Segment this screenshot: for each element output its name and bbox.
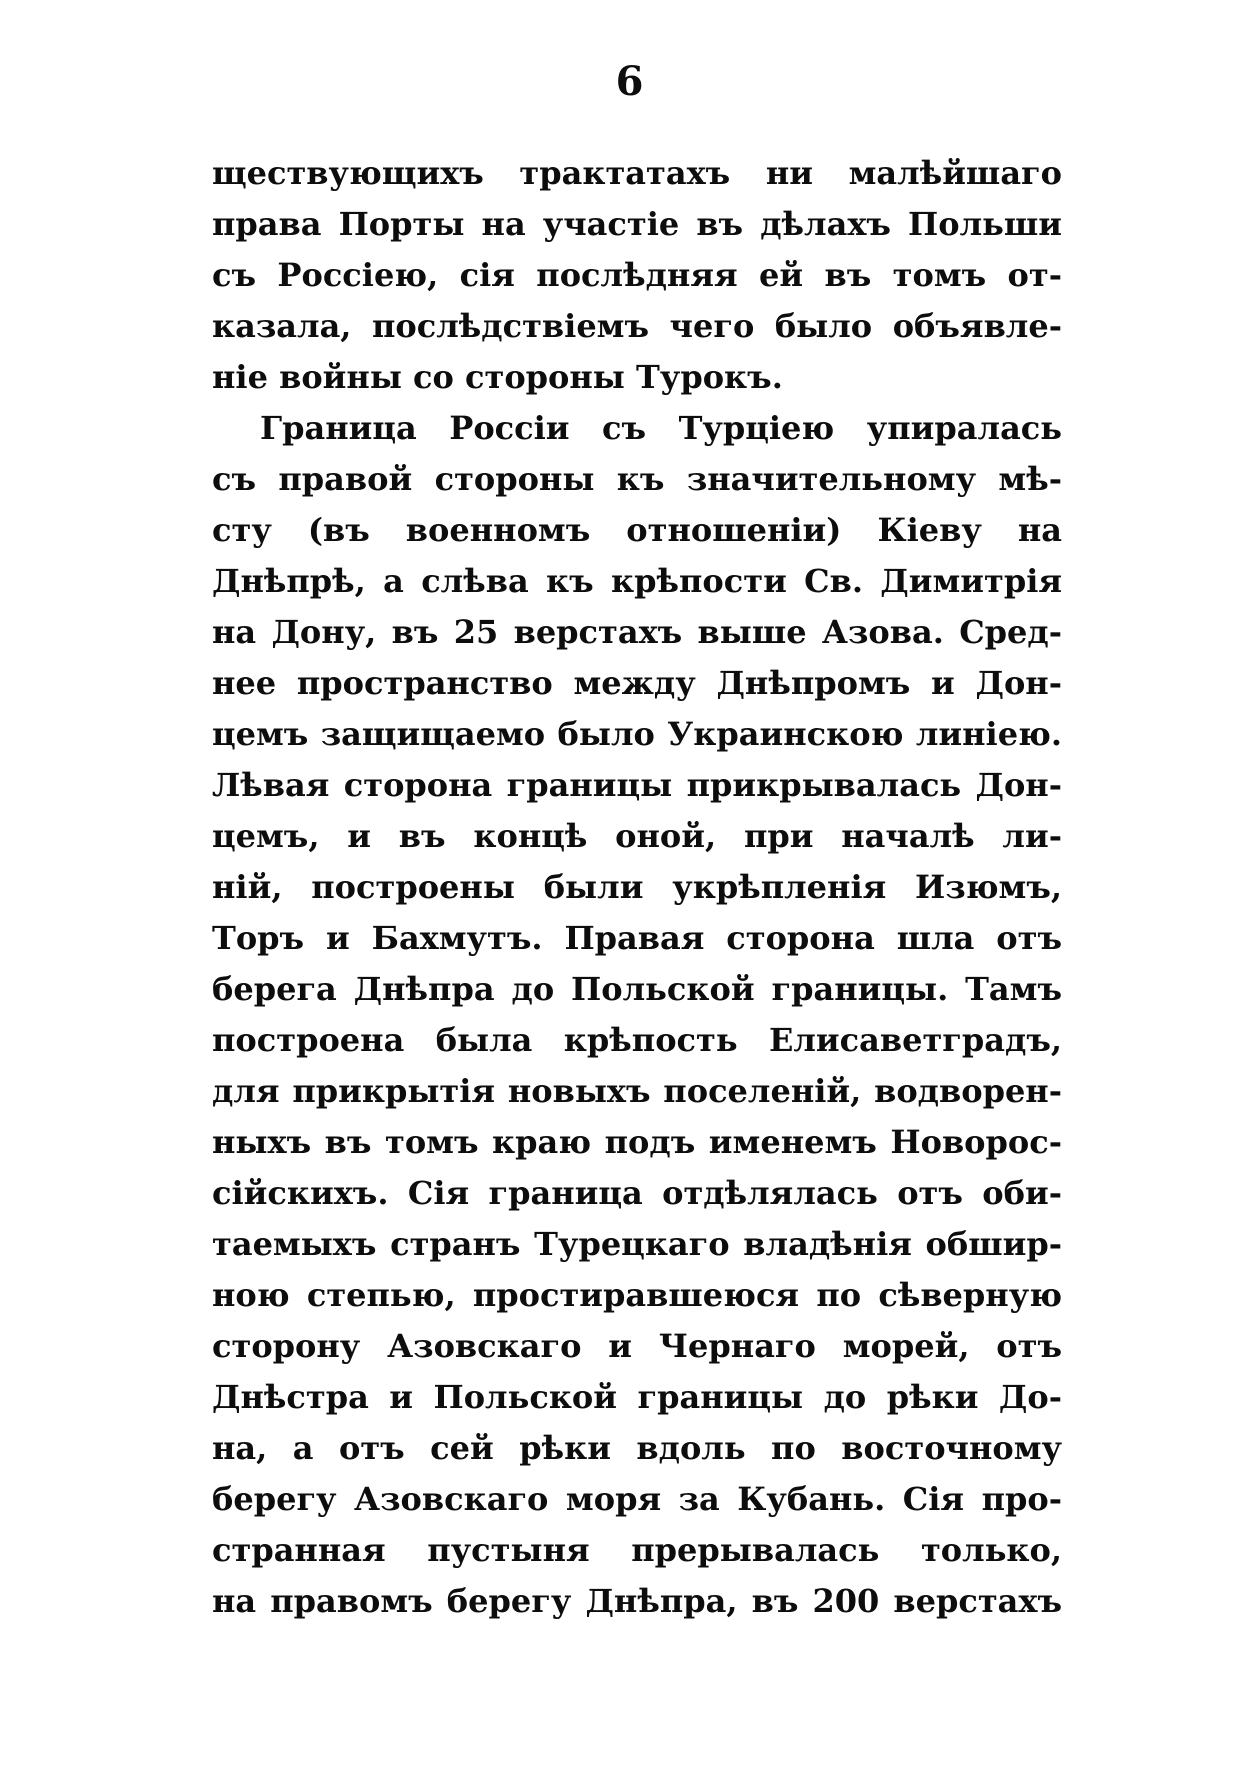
text-line: съ правой стороны къ значительному мѣ- [212, 460, 1062, 498]
page-number: 6 [615, 58, 644, 105]
text-line: построена была крѣпость Елисаветградъ, [212, 1021, 1062, 1059]
paragraph-2 [212, 403, 1062, 1627]
text-line: права Порты на участіе въ дѣлахъ Польши [212, 205, 1062, 243]
text-line: цемъ защищаемо было Украинскою линіею. [212, 715, 1062, 753]
text-line: для прикрытія новыхъ поселеній, водворен- [212, 1072, 1062, 1110]
text-line: нее пространство между Днѣпромъ и Дон- [212, 664, 1062, 702]
text-line: Лѣвая сторона границы прикрывалась Дон- [212, 766, 1062, 804]
body-text [212, 148, 1062, 1627]
text-line: сторону Азовскаго и Чернаго морей, отъ [212, 1327, 1062, 1365]
text-line: Днѣпрѣ, а слѣва къ крѣпости Св. Димитрія [212, 562, 1062, 600]
text-line: на правомъ берегу Днѣпра, въ 200 верстахъ [212, 1582, 1062, 1620]
text-line: ныхъ въ томъ краю подъ именемъ Новорос- [212, 1123, 1062, 1161]
text-line: ній, построены были укрѣпленія Изюмъ, [212, 868, 1062, 906]
text-line: Граница Россіи съ Турціею упиралась [260, 409, 1062, 447]
text-line: странная пустыня прерывалась только, [212, 1531, 1062, 1569]
text-line: Днѣстра и Польской границы до рѣки До- [212, 1378, 1062, 1416]
text-line: цемъ, и въ концѣ оной, при началѣ ли- [212, 817, 1062, 855]
paragraph-1 [212, 148, 1062, 403]
text-line: сту (въ военномъ отношеніи) Кіеву на [212, 511, 1062, 549]
text-line: съ Россіею, сія послѣдняя ей въ томъ от- [212, 256, 1062, 294]
text-line: сійскихъ. Сія граница отдѣлялась отъ оби- [212, 1174, 1062, 1212]
text-line: таемыхъ странъ Турецкаго владѣнія обшир- [212, 1225, 1062, 1263]
text-line: ною степью, простиравшеюся по сѣверную [212, 1276, 1062, 1314]
text-line: казала, послѣдствіемъ чего было объявле- [212, 307, 1062, 345]
text-line: ніе войны со стороны Турокъ. [212, 358, 783, 396]
text-line: Торъ и Бахмутъ. Правая сторона шла отъ [212, 919, 1062, 957]
text-line: ществующихъ трактатахъ ни малѣйшаго [212, 154, 1062, 192]
text-line: на, а отъ сей рѣки вдоль по восточному [212, 1429, 1062, 1467]
text-line: берегу Азовскаго моря за Кубань. Сія про- [212, 1480, 1062, 1518]
text-line: на Дону, въ 25 верстахъ выше Азова. Сред- [212, 613, 1062, 651]
text-line: берега Днѣпра до Польской границы. Тамъ [212, 970, 1062, 1008]
